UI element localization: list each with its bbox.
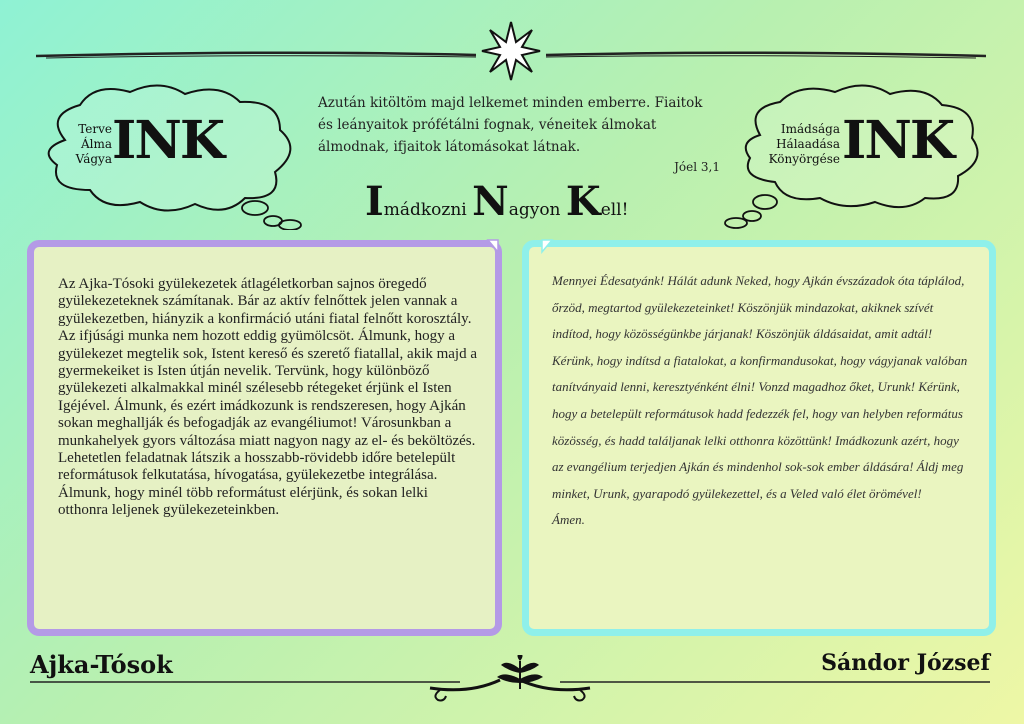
motto-i-initial: I xyxy=(365,178,384,225)
motto-i-rest: mádkozni xyxy=(383,200,473,220)
left-panel-corner-tab xyxy=(486,238,500,254)
verse-reference: Jóel 3,1 xyxy=(674,160,720,174)
right-cloud-words xyxy=(752,122,840,167)
footer-author: Sándor József xyxy=(821,650,990,676)
motto-k-initial: K xyxy=(565,178,601,225)
left-cloud-line2: Álma xyxy=(80,137,112,151)
prayer-body: Mennyei Édesatyánk! Hálát adunk Neked, hogy Ajkán évszázadok óta táplálod, őrzöd, megtartod gyülekezeteinket! Köszönjük mindazokat, akiknek szívét indítod, hogy közösségünkbe járjanak! Köszönjük áldásaidat, amit adtál! Kérünk, hogy indítsd a fiatalokat, a konfirmandusokat, hogy vágyjanak valóban tanítványaid lenni, keresztyénként élni! Vonzd magadhoz őket, Urunk! Kérünk, hogy a betelepült reformátusok hadd fedezzék fel, hogy van helyben református közösség, és hadd találjanak lelki otthonra közöttünk! Imádkozunk azért, hogy az evangélium terjedjen Ajkán és mindenhol sok-sok ember áldására! Áldj meg minket, Urunk, gyarapodó gyülekezettel, és a Veled való élet örömével! xyxy=(552,273,968,501)
motto-n-initial: N xyxy=(472,178,509,225)
star-icon xyxy=(480,20,542,82)
prayer-text xyxy=(552,268,972,534)
right-cloud-line2: Hálaadása xyxy=(776,137,840,151)
left-cloud-ink: INK xyxy=(112,110,224,171)
motto-title xyxy=(365,178,685,228)
prayer-amen: Ámen. xyxy=(552,512,585,528)
right-cloud-ink: INK xyxy=(842,110,954,171)
motto-k-rest: ell! xyxy=(600,200,629,220)
footer-location: Ajka-Tósok xyxy=(30,650,173,679)
right-cloud-line1: Imádsága xyxy=(780,122,840,136)
right-cloud-line3: Könyörgése xyxy=(768,152,840,166)
congregation-description: Az Ajka-Tósoki gyülekezetek átlagéletkorban sajnos öregedő gyülekezeteknek számítanak. Bár az aktív felnőttek jelen vannak a gyülekezetben, hiányzik a konfirmáció utáni fiatal felnőtt korosztály. Az ifjúsági munka nem hozott eddig gyümölcsöt. Álmunk, hogy a gyülekezet megtelik sok, Istent kereső és szerető fiatallal, akik majd a gyermekeiket is Isten útján nevelik. Tervünk, hogy különböző gyülekezeti alkalmakkal minél szélesebb rétegeket érjünk el Isten Igéjével. Álmunk, és ezért imádkozunk is rendszeresen, hogy Ajkán sokan meghallják és befogadják az evangéliumot! Városunkban a munkahelyek gyors változása miatt nagyon nagy az el- és beköltözés. Lehetetlen feladatnak látszik a hosszabb-rövidebb időre betelepült reformátusok felkutatása, hívogatása, gyülekezetbe integrálása. Álmunk, hogy minél több reformátust elérjünk, és sokan lelki otthonra leljenek gyülekezeteinkben. xyxy=(58,276,478,519)
left-cloud-line3: Vágya xyxy=(75,152,112,166)
bible-verse: Azután kitöltöm majd lelkemet minden emberre. Fiaitok és leányaitok prófétálni fognak, véneitek álmokat álmodnak, ifjaitok látomásokat látnak. xyxy=(318,95,703,155)
motto-n-rest: agyon xyxy=(508,200,566,220)
left-cloud-line1: Terve xyxy=(78,122,112,136)
leaf-ornament-icon xyxy=(495,655,545,691)
left-cloud-words xyxy=(56,122,112,167)
right-panel-corner-tab xyxy=(540,238,554,254)
